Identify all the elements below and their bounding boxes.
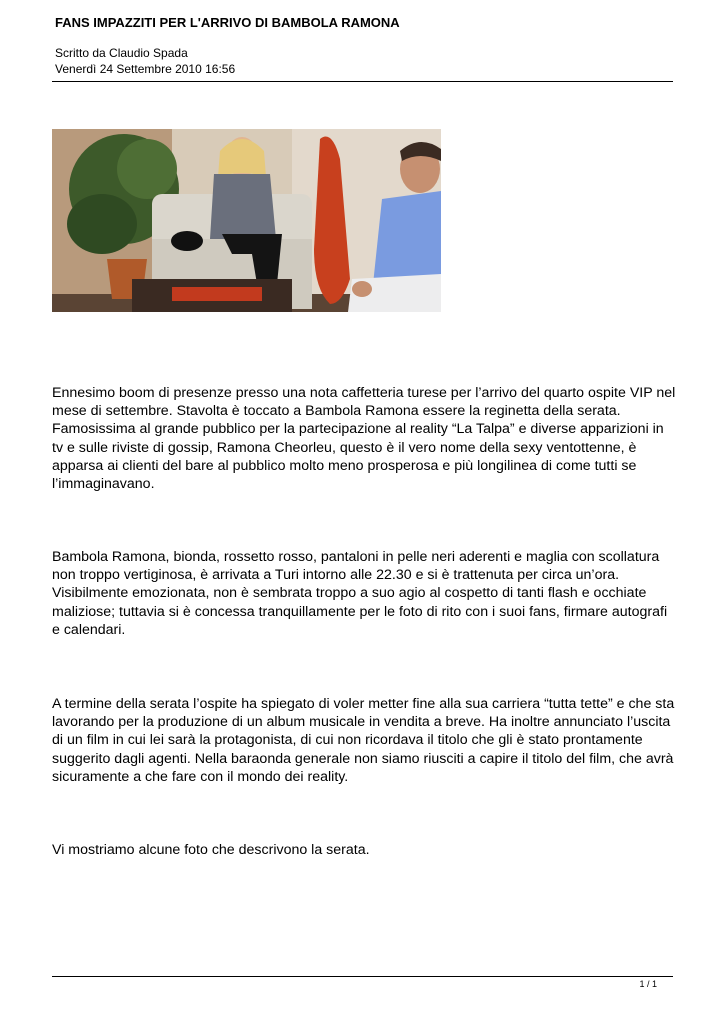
article-paragraph: Vi mostriamo alcune foto che descrivono la serata. <box>52 842 370 858</box>
article-author: Scritto da Claudio Spada <box>55 46 188 60</box>
article-title: FANS IMPAZZITI PER L'ARRIVO DI BAMBOLA RAMONA <box>55 15 400 30</box>
article-paragraph: A termine della serata l’ospite ha spiegato di voler metter fine alla sua carriera “tutta tette” e che sta lavorando per la produzione di un album musicale in vendita a breve. Ha inoltre annunciato l’uscita di un film in cui lei sarà la protagonista, di cui non ricordava il titolo che gli è stato prontamente suggerito dagli agenti. Nella baraonda generale non siamo riusciti a capire il titolo del film, che avrà sicuramente a che fare con il mondo dei reality. <box>52 696 675 785</box>
footer-divider <box>52 976 673 977</box>
header-divider <box>52 81 673 82</box>
article-paragraph: Ennesimo boom di presenze presso una nota caffetteria turese per l’arrivo del quarto ospite VIP nel mese di settembre. Stavolta è toccato a Bambola Ramona essere la reginetta della serata. Famosissima al grande pubblico per la partecipazione al reality “La Talpa” e diverse apparizioni in tv e sulle riviste di gossip, Ramona Cheorleu, questo è il vero nome della sexy ventottenne, è apparsa ai clienti del bare al pubblico molto meno prosperosa e più longilinea di come tutti se l’immaginavano. <box>52 385 676 493</box>
article-date: Venerdì 24 Settembre 2010 16:56 <box>55 62 236 76</box>
page-number: 1 / 1 <box>639 979 657 989</box>
article-photo <box>52 129 441 312</box>
article-paragraph: Bambola Ramona, bionda, rossetto rosso, pantaloni in pelle neri aderenti e maglia con scollatura non troppo vertiginosa, è arrivata a Turi intorno alle 22.30 e si è trattenuta per circa un’ora. Visibilmente emozionata, non è sembrata troppo a suo agio al cospetto di tanti flash e occhiate maliziose; tuttavia si è concessa tranquillamente per le foto di rito con i suoi fans, firmare autografi e calendari. <box>52 549 668 638</box>
